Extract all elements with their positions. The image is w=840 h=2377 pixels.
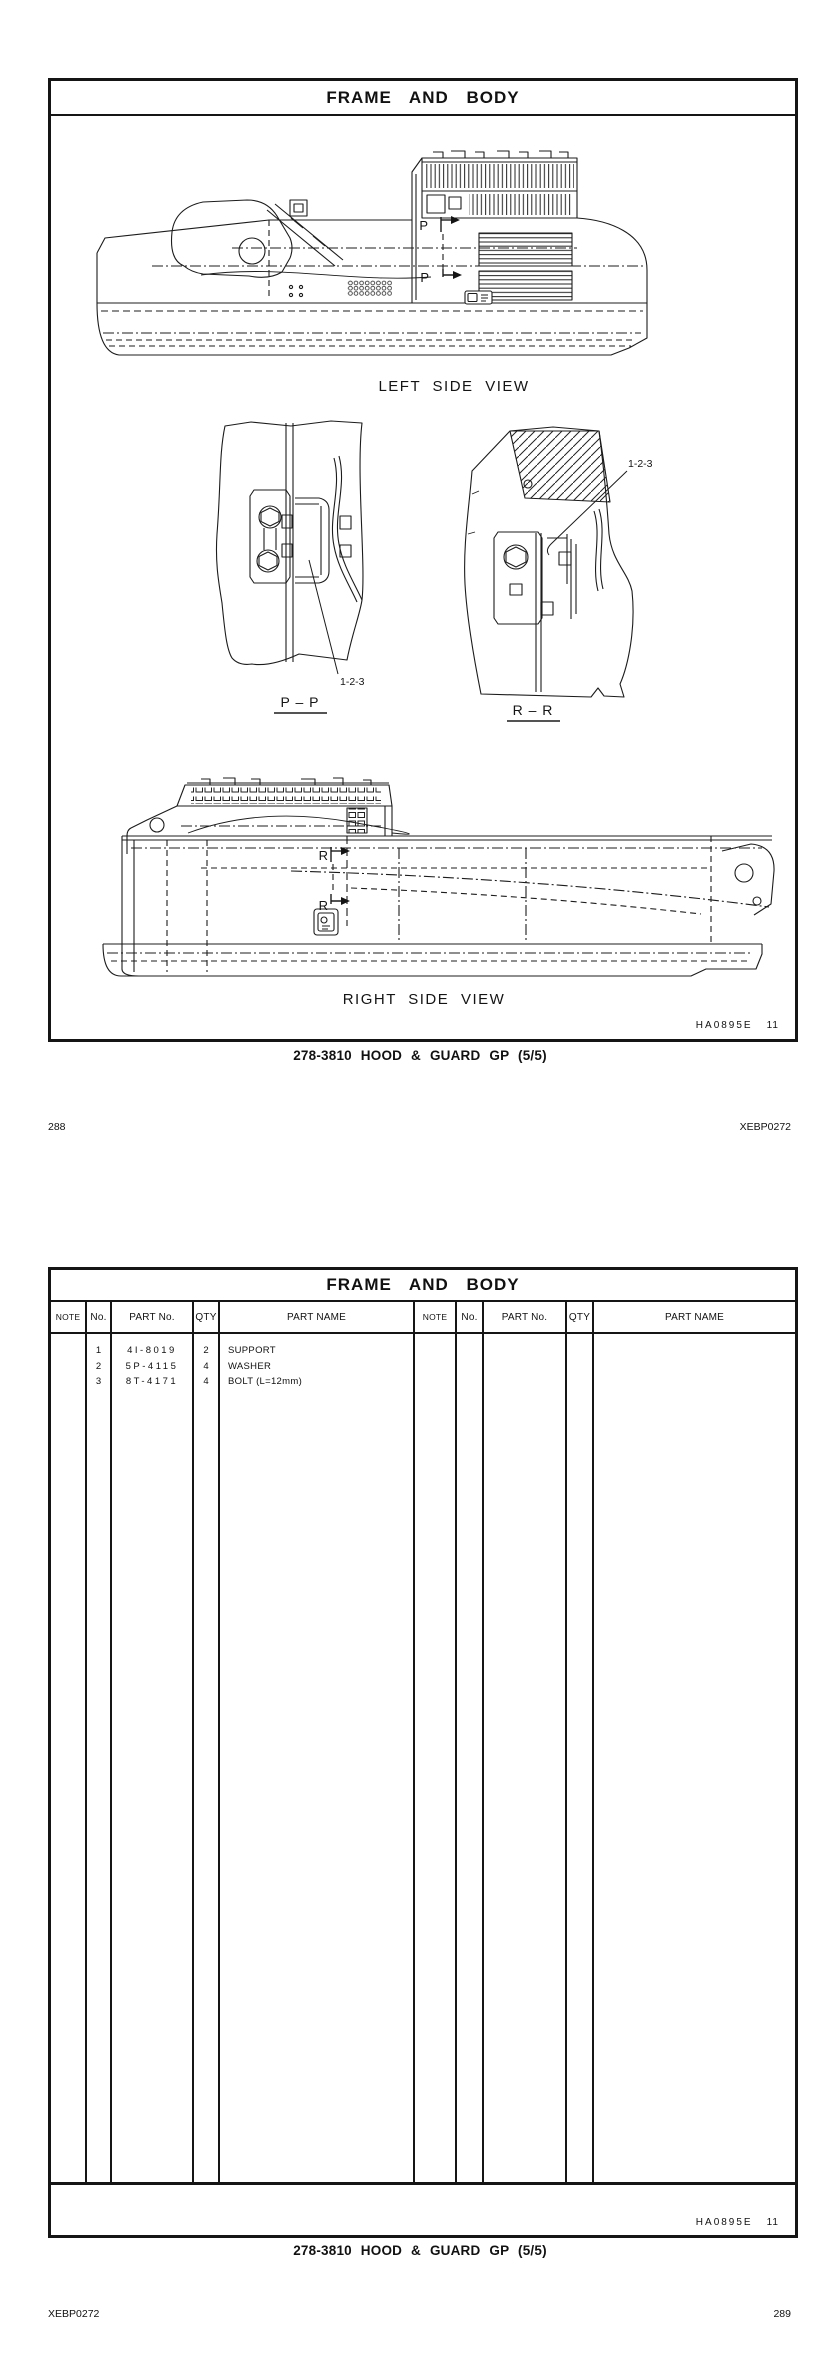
col-partname-left: PART NAME bbox=[220, 1302, 415, 1332]
section-p-marker-bottom: P bbox=[420, 270, 429, 285]
plate-number: 11 bbox=[766, 2217, 779, 2228]
page1-plate bbox=[696, 1020, 779, 1031]
qty-cell-right bbox=[567, 1334, 594, 2182]
note-cell-right bbox=[415, 1334, 457, 2182]
section-pp-view bbox=[216, 421, 363, 713]
page2-caption: 278-3810 HOOD & GUARD GP (5/5) bbox=[293, 2243, 547, 2258]
partno-cell-left bbox=[112, 1334, 194, 2182]
left-view-caption: LEFT SIDE VIEW bbox=[378, 378, 530, 395]
row-partno: 8T-4171 bbox=[125, 1376, 179, 1387]
plate-number: 11 bbox=[766, 1020, 779, 1031]
note-cell-left bbox=[51, 1334, 87, 2182]
col-note-left: NOTE bbox=[51, 1302, 87, 1332]
row-qty: 2 bbox=[203, 1345, 209, 1356]
section-pp-caption: P – P bbox=[280, 694, 320, 710]
parts-table-body bbox=[51, 1334, 795, 2182]
col-partname-right: PART NAME bbox=[664, 1311, 725, 1323]
section-p-marker-top: P bbox=[419, 218, 428, 233]
page1-doc-code: XEBP0272 bbox=[739, 1121, 791, 1133]
row-qty: 4 bbox=[203, 1376, 209, 1387]
parts-table-header bbox=[51, 1302, 795, 1334]
qty-cell-left bbox=[194, 1334, 220, 2182]
left-side-view bbox=[97, 151, 647, 355]
callout-pp: 1-2-3 bbox=[340, 676, 365, 688]
row-no: 2 bbox=[95, 1360, 102, 1372]
hood-guard-drawing bbox=[51, 114, 795, 1039]
callout-rr: 1-2-3 bbox=[628, 458, 653, 470]
page1-caption: 278-3810 HOOD & GUARD GP (5/5) bbox=[293, 1048, 547, 1063]
col-qty-right: QTY bbox=[567, 1302, 594, 1332]
row-partname: SUPPORT bbox=[228, 1345, 276, 1356]
page2-doc-code: XEBP0272 bbox=[48, 2308, 100, 2320]
page2-plate bbox=[696, 2217, 779, 2228]
partname-cell-right bbox=[594, 1334, 795, 2182]
row-partno: 5P-4115 bbox=[125, 1360, 179, 1372]
page2-frame bbox=[48, 1267, 798, 2238]
col-qty-left: QTY bbox=[194, 1302, 220, 1332]
section-r-marker-top: R bbox=[318, 848, 328, 863]
right-side-view bbox=[103, 778, 774, 976]
no-cell-right bbox=[457, 1334, 484, 2182]
row-no: 1 bbox=[95, 1345, 102, 1356]
right-view-caption: RIGHT SIDE VIEW bbox=[342, 991, 506, 1008]
page2-number: 289 bbox=[773, 2308, 791, 2320]
plate-code: HA0895E bbox=[695, 2217, 753, 2228]
page2-bottom-strip bbox=[51, 2182, 795, 2242]
row-partname: WASHER bbox=[228, 1360, 272, 1372]
partname-cell-left bbox=[220, 1334, 415, 2182]
row-no: 3 bbox=[95, 1376, 102, 1387]
section-rr-caption: R – R bbox=[512, 702, 554, 718]
col-note-right: NOTE bbox=[415, 1302, 457, 1332]
page1-frame bbox=[48, 78, 798, 1042]
row-qty: 4 bbox=[203, 1360, 209, 1372]
row-partno: 4I-8019 bbox=[127, 1345, 177, 1356]
col-no-right: No. bbox=[457, 1302, 484, 1332]
section-r-marker-bottom: R bbox=[318, 898, 328, 913]
no-cell-left bbox=[87, 1334, 112, 2182]
partno-cell-right bbox=[484, 1334, 567, 2182]
col-partno-right: PART No. bbox=[484, 1302, 567, 1332]
col-no-left: No. bbox=[87, 1302, 112, 1332]
col-partno-left: PART No. bbox=[112, 1302, 194, 1332]
page1-number: 288 bbox=[48, 1121, 66, 1133]
page2-title: FRAME AND BODY bbox=[51, 1270, 795, 1302]
page1-title: FRAME AND BODY bbox=[51, 81, 795, 116]
section-rr-view bbox=[465, 427, 633, 721]
plate-code: HA0895E bbox=[695, 1020, 753, 1031]
row-partname: BOLT (L=12mm) bbox=[228, 1376, 303, 1387]
